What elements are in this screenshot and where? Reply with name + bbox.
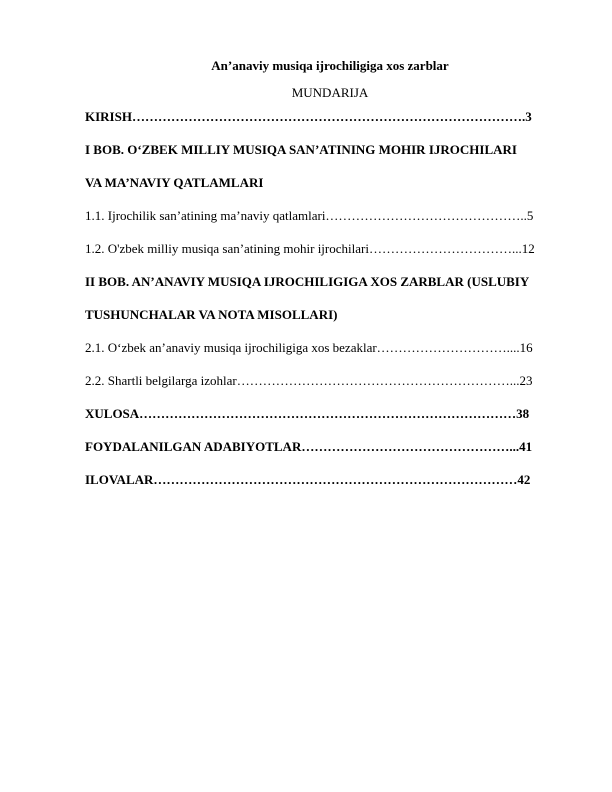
toc-entry-section-1-1: 1.1. Ijrochilik san’atining ma’naviy qatlamlari………………………………………..5 xyxy=(85,208,534,223)
toc-entry-section-2-2: 2.2. Shartli belgilarga izohlar………………………………………………………...23 xyxy=(85,373,533,388)
toc-entry-chapter-2-line-2: TUSHUNCHALAR VA NOTA MISOLLARI) xyxy=(85,307,338,322)
toc-entry-chapter-2-line-1: II BOB. AN’ANAVIY MUSIQA IJROCHILIGIGA XOS ZARBLAR (USLUBIY xyxy=(85,274,530,289)
toc-entry-xulosa: XULOSA……………………………………………………………………………38 xyxy=(85,406,530,421)
toc-entry-kirish: KIRISH……………………………………………………………………………….3 xyxy=(85,109,532,124)
toc-entry-chapter-1-line-2: VA MA’NAVIY QATLAMLARI xyxy=(85,175,264,190)
table-of-contents xyxy=(85,104,571,500)
document-title: An’anaviy musiqa ijrochiligiga xos zarblar xyxy=(211,58,449,73)
toc-entry-section-1-2: 1.2. O'zbek milliy musiqa san’atining mohir ijrochilari……………………………...12 xyxy=(85,241,535,256)
toc-entry-section-2-1: 2.1. O‘zbek an’anaviy musiqa ijrochiligiga xos bezaklar…………………………....16 xyxy=(85,340,533,355)
toc-heading: MUNDARIJA xyxy=(291,85,369,100)
toc-entry-adabiyotlar: FOYDALANILGAN ADABIYOTLAR…………………………………………...41 xyxy=(85,439,533,454)
toc-entry-ilovalar: ILOVALAR…………………………………………………………………………42 xyxy=(85,472,531,487)
toc-entry-chapter-1-line-1: I BOB. O‘ZBEK MILLIY MUSIQA SAN’ATINING MOHIR IJROCHILARI xyxy=(85,142,517,157)
